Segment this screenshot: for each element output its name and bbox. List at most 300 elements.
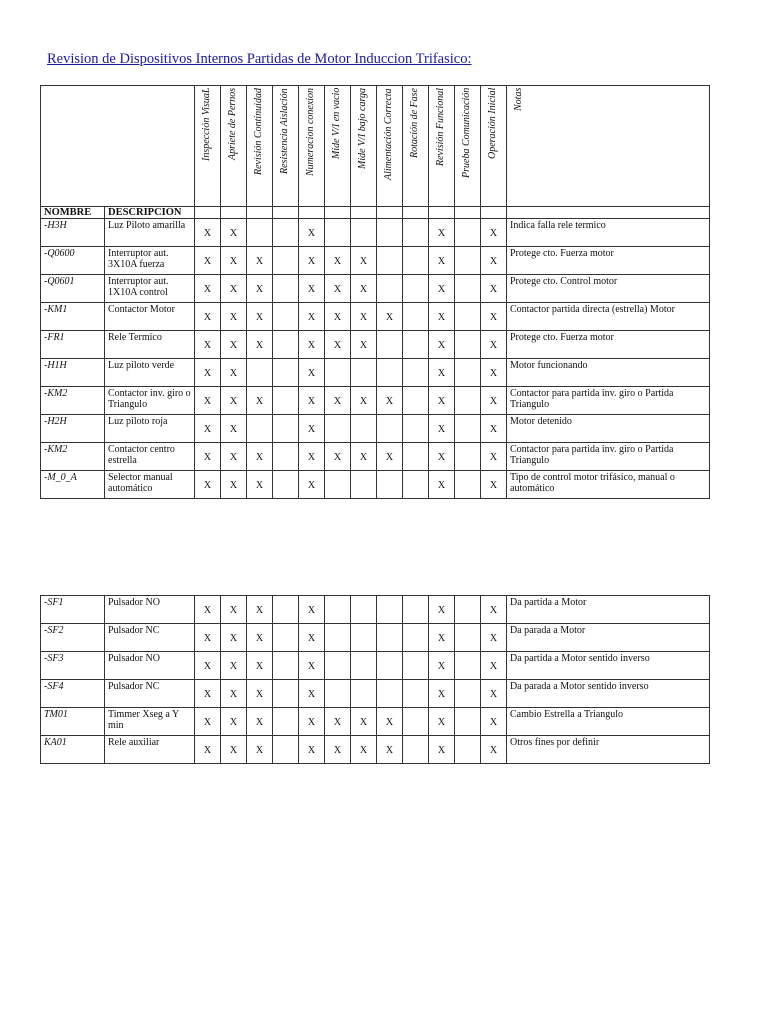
check-cell: X [351,708,377,736]
device-notes: Protege cto. Control motor [507,275,710,303]
device-notes: Tipo de control motor trifásico, manual o automático [507,471,710,499]
header-check-label: Revisión Funcional [435,88,446,167]
check-cell [403,736,429,764]
check-cell [351,624,377,652]
check-cell [403,415,429,443]
table-row [41,624,710,652]
column-blank [351,207,377,219]
check-cell: X [429,652,455,680]
check-cell [325,219,351,247]
header-check-col [377,86,403,207]
check-cell: X [247,247,273,275]
check-cell: X [195,624,221,652]
check-cell: X [377,736,403,764]
check-cell: X [299,359,325,387]
check-cell: X [481,471,507,499]
check-cell: X [195,219,221,247]
header-check-label: Alimentación Correcta [383,88,394,180]
check-cell [351,652,377,680]
device-description: Contactor centro estrella [105,443,195,471]
device-table-main [40,85,710,499]
device-notes: Da partida a Motor sentido inverso [507,652,710,680]
device-name: -SF1 [41,596,105,624]
check-cell: X [325,247,351,275]
check-cell [455,359,481,387]
check-cell: X [481,680,507,708]
check-cell [325,624,351,652]
check-cell: X [299,680,325,708]
check-cell: X [195,359,221,387]
check-cell: X [247,680,273,708]
check-cell: X [325,303,351,331]
check-cell: X [377,303,403,331]
check-cell [273,415,299,443]
check-cell [377,680,403,708]
check-cell: X [195,680,221,708]
check-cell: X [351,247,377,275]
check-cell [325,359,351,387]
check-cell [273,471,299,499]
check-cell: X [481,331,507,359]
check-cell [351,680,377,708]
check-cell: X [247,471,273,499]
check-cell: X [299,596,325,624]
column-blank [481,207,507,219]
check-cell [273,331,299,359]
check-cell [377,596,403,624]
device-description: Pulsador NO [105,596,195,624]
header-check-label: Mide V/I en vacio [331,88,342,160]
check-cell [351,596,377,624]
check-cell [403,359,429,387]
check-cell: X [195,596,221,624]
device-name: -H1H [41,359,105,387]
check-cell [403,708,429,736]
table-row [41,359,710,387]
check-cell: X [221,680,247,708]
check-cell: X [247,736,273,764]
check-cell [455,275,481,303]
table-row [41,471,710,499]
device-description: Rele Termico [105,331,195,359]
header-check-col [403,86,429,207]
check-cell: X [247,387,273,415]
check-cell [403,219,429,247]
check-cell [455,624,481,652]
check-cell [403,596,429,624]
header-check-col [481,86,507,207]
device-notes: Protege cto. Fuerza motor [507,247,710,275]
check-cell [351,359,377,387]
check-cell: X [429,443,455,471]
header-check-label: Mide V/I bajo carga [357,88,368,170]
check-cell: X [195,736,221,764]
column-descripcion: DESCRIPCIÓN [105,207,195,219]
device-name: -SF2 [41,624,105,652]
check-cell: X [351,736,377,764]
device-name: -KM2 [41,443,105,471]
check-cell [455,331,481,359]
header-check-label: Rotación de Fase [409,88,420,158]
check-cell [273,736,299,764]
check-cell [351,415,377,443]
check-cell: X [481,387,507,415]
table-row [41,652,710,680]
check-cell [273,387,299,415]
check-cell: X [481,708,507,736]
check-cell: X [299,275,325,303]
check-cell: X [481,415,507,443]
check-cell: X [299,247,325,275]
check-cell [455,387,481,415]
check-cell: X [221,708,247,736]
check-cell: X [195,275,221,303]
check-cell: X [429,624,455,652]
check-cell [403,652,429,680]
column-blank [455,207,481,219]
check-cell: X [247,596,273,624]
check-cell: X [377,708,403,736]
check-cell: X [325,736,351,764]
check-cell: X [247,443,273,471]
device-name: -H3H [41,219,105,247]
check-cell: X [221,275,247,303]
device-description: Luz piloto roja [105,415,195,443]
check-cell [403,624,429,652]
check-cell [455,247,481,275]
check-cell: X [299,219,325,247]
check-cell: X [481,652,507,680]
header-check-col [195,86,221,207]
device-name: -Q0600 [41,247,105,275]
check-cell: X [221,596,247,624]
check-cell: X [429,219,455,247]
device-notes: Da parada a Motor [507,624,710,652]
column-blank [273,207,299,219]
table-row [41,331,710,359]
check-cell: X [429,359,455,387]
check-cell [377,275,403,303]
device-table-secondary [40,595,710,764]
check-cell: X [299,331,325,359]
check-cell [273,596,299,624]
check-cell [403,680,429,708]
device-name: -KM2 [41,387,105,415]
check-cell: X [221,415,247,443]
check-cell: X [351,387,377,415]
check-cell [403,275,429,303]
check-cell [455,736,481,764]
device-description: Rele auxiliar [105,736,195,764]
check-cell [273,359,299,387]
check-cell: X [247,303,273,331]
check-cell: X [429,303,455,331]
device-notes: Da parada a Motor sentido inverso [507,680,710,708]
check-cell: X [325,275,351,303]
table-row [41,303,710,331]
check-cell: X [351,303,377,331]
header-check-label: Apriete de Pernos [227,88,238,161]
header-check-col [221,86,247,207]
column-blank [507,207,710,219]
device-notes: Da partida a Motor [507,596,710,624]
device-notes: Motor funcionando [507,359,710,387]
table-row [41,708,710,736]
header-check-label: Inspección VisuaL [201,88,212,162]
check-cell: X [429,736,455,764]
header-check-col [299,86,325,207]
check-cell: X [299,708,325,736]
device-description: Luz Piloto amarilla [105,219,195,247]
header-check-label: Resistencia Aislación [279,88,290,174]
check-cell: X [221,652,247,680]
check-cell [351,471,377,499]
check-cell [377,471,403,499]
check-cell: X [221,624,247,652]
check-cell: X [299,624,325,652]
device-description: Timmer Xseg a Y min [105,708,195,736]
column-blank [195,207,221,219]
page-title: Revision de Dispositivos Internos Partidas de Motor Induccion Trifasico: [47,51,472,67]
check-cell [455,443,481,471]
check-cell [403,471,429,499]
check-cell [403,443,429,471]
check-cell: X [325,387,351,415]
table-row [41,219,710,247]
check-cell: X [247,275,273,303]
check-cell [455,708,481,736]
check-cell: X [299,303,325,331]
table-row [41,415,710,443]
check-cell: X [377,443,403,471]
table-row [41,387,710,415]
header-notes-label: Notas [513,88,524,112]
table-row [41,247,710,275]
check-cell [273,219,299,247]
check-cell [325,680,351,708]
check-cell [455,471,481,499]
header-check-label: Revisión Continuidad [253,88,264,175]
check-cell [377,624,403,652]
device-notes: Contactor para partida inv. giro o Partida Triangulo [507,387,710,415]
header-check-col [273,86,299,207]
device-notes: Contactor partida directa (estrella) Motor [507,303,710,331]
device-name: -SF3 [41,652,105,680]
check-cell: X [247,624,273,652]
check-cell [247,359,273,387]
check-cell: X [429,387,455,415]
check-cell: X [377,387,403,415]
check-cell [377,359,403,387]
check-cell: X [221,331,247,359]
check-cell: X [429,331,455,359]
check-cell [351,219,377,247]
check-cell: X [195,652,221,680]
header-notes-col [507,86,710,207]
header-check-col [455,86,481,207]
device-name: -SF4 [41,680,105,708]
header-check-col [429,86,455,207]
device-name: -KM1 [41,303,105,331]
check-cell [273,708,299,736]
device-notes: Indica falla rele termico [507,219,710,247]
check-cell: X [195,708,221,736]
check-cell: X [221,736,247,764]
check-cell: X [247,652,273,680]
table-row [41,736,710,764]
check-cell: X [195,415,221,443]
check-cell: X [481,303,507,331]
check-cell: X [481,275,507,303]
check-cell [455,596,481,624]
header-blank [41,86,195,207]
check-cell [273,652,299,680]
check-cell: X [221,443,247,471]
device-description: Contactor inv. giro o Triangulo [105,387,195,415]
device-description: Interruptor aut. 3X10A fuerza [105,247,195,275]
check-cell: X [429,415,455,443]
header-check-label: Prueba Comunicación [461,88,472,179]
column-names-row [41,207,710,219]
check-cell: X [195,443,221,471]
device-name: -FR1 [41,331,105,359]
check-cell: X [429,680,455,708]
table-row [41,680,710,708]
check-cell [455,680,481,708]
check-cell [273,275,299,303]
device-name: -Q0601 [41,275,105,303]
device-notes: Cambio Estrella a Triangulo [507,708,710,736]
column-blank [403,207,429,219]
check-cell [273,247,299,275]
check-cell: X [299,471,325,499]
check-cell: X [481,359,507,387]
check-cell: X [221,359,247,387]
header-row [41,86,710,207]
check-cell [403,331,429,359]
device-name: TM01 [41,708,105,736]
check-cell: X [481,219,507,247]
check-cell: X [429,471,455,499]
check-cell: X [325,331,351,359]
check-cell: X [195,387,221,415]
check-cell: X [481,443,507,471]
check-cell [403,387,429,415]
check-cell: X [221,387,247,415]
check-cell: X [325,443,351,471]
device-name: -H2H [41,415,105,443]
column-blank [221,207,247,219]
check-cell: X [299,736,325,764]
column-blank [377,207,403,219]
check-cell: X [351,275,377,303]
check-cell: X [195,471,221,499]
check-cell: X [299,443,325,471]
column-blank [299,207,325,219]
header-check-col [325,86,351,207]
column-blank [429,207,455,219]
check-cell: X [221,303,247,331]
check-cell: X [195,303,221,331]
check-cell: X [221,247,247,275]
device-name: -M_0_A [41,471,105,499]
table-row [41,596,710,624]
device-description: Contactor Motor [105,303,195,331]
check-cell: X [299,652,325,680]
device-description: Pulsador NO [105,652,195,680]
check-cell: X [299,387,325,415]
check-cell [403,247,429,275]
check-cell: X [481,247,507,275]
check-cell [455,415,481,443]
check-cell: X [247,708,273,736]
check-cell: X [325,708,351,736]
check-cell [273,443,299,471]
column-blank [247,207,273,219]
device-description: Luz piloto verde [105,359,195,387]
header-check-label: Numeracion conexion [305,88,316,177]
check-cell: X [221,219,247,247]
check-cell [273,303,299,331]
check-cell [377,219,403,247]
check-cell: X [481,596,507,624]
check-cell [247,415,273,443]
check-cell [325,415,351,443]
device-description: Selector manual automático [105,471,195,499]
check-cell: X [195,247,221,275]
device-notes: Protege cto. Fuerza motor [507,331,710,359]
column-blank [325,207,351,219]
check-cell: X [429,708,455,736]
check-cell: X [429,247,455,275]
header-check-col [247,86,273,207]
check-cell: X [351,331,377,359]
check-cell [377,652,403,680]
device-description: Pulsador NC [105,680,195,708]
check-cell [455,652,481,680]
device-description: Interruptor aut. 1X10A control [105,275,195,303]
device-notes: Motor detenido [507,415,710,443]
column-nombre: NOMBRE [41,207,105,219]
check-cell: X [429,596,455,624]
device-notes: Otros fines por definir [507,736,710,764]
check-cell [273,624,299,652]
device-name: KA01 [41,736,105,764]
check-cell [455,219,481,247]
check-cell [377,331,403,359]
device-notes: Contactor para partida inv. giro o Partida Triangulo [507,443,710,471]
check-cell: X [351,443,377,471]
check-cell [455,303,481,331]
check-cell: X [429,275,455,303]
check-cell: X [481,736,507,764]
check-cell: X [221,471,247,499]
header-check-label: Operación Inicial [487,88,498,160]
check-cell [377,415,403,443]
check-cell: X [195,331,221,359]
check-cell [325,471,351,499]
check-cell [403,303,429,331]
check-cell [247,219,273,247]
check-cell: X [299,415,325,443]
check-cell: X [247,331,273,359]
table-row [41,443,710,471]
check-cell: X [481,624,507,652]
check-cell [273,680,299,708]
check-cell [325,596,351,624]
check-cell [325,652,351,680]
check-cell [377,247,403,275]
